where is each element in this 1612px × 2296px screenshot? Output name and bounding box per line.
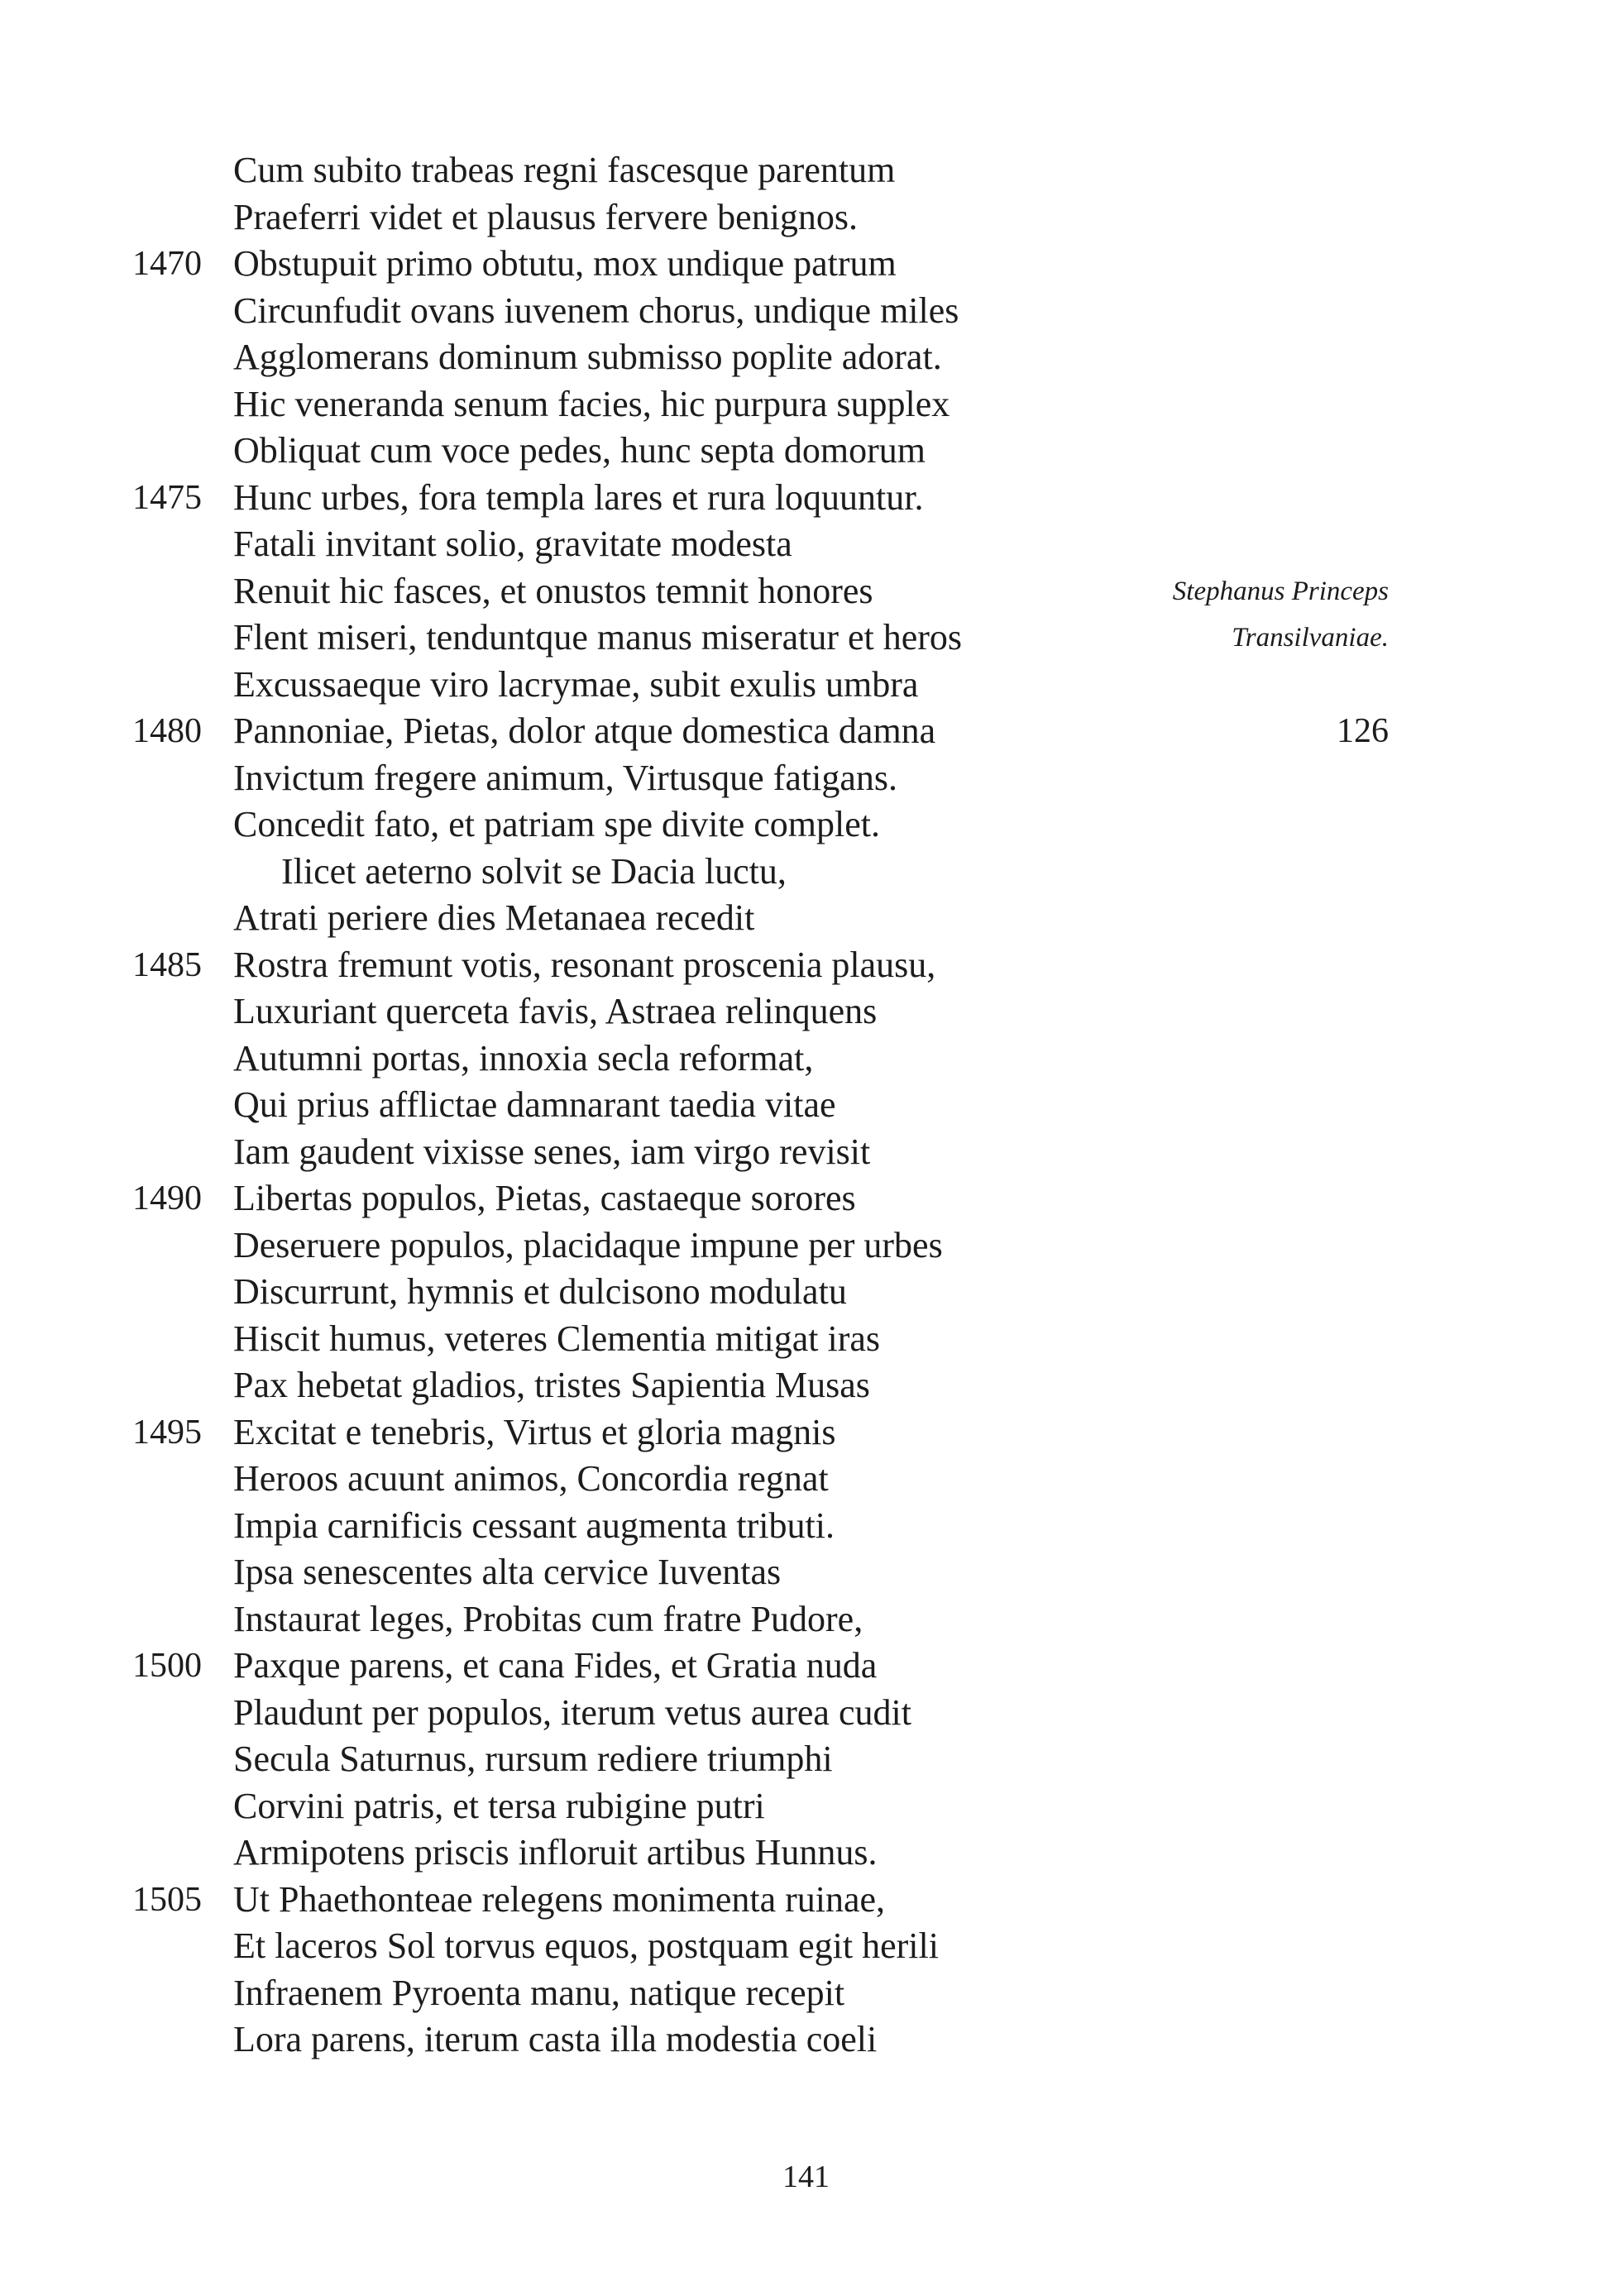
- verse-line: [0, 1456, 1612, 1503]
- verse-line: [0, 1129, 1612, 1176]
- line-number: 1495: [132, 1413, 202, 1452]
- verse-text: Rostra fremunt votis, resonant proscenia plausu,: [233, 944, 936, 985]
- verse-text: Autumni portas, innoxia secla reformat,: [233, 1037, 814, 1079]
- verse-text: Ilicet aeterno solvit se Dacia luctu,: [281, 850, 787, 892]
- verse-text: Secula Saturnus, rursum rediere triumphi: [233, 1739, 833, 1779]
- verse-line: [0, 1643, 1612, 1690]
- verse-text: Iam gaudent vixisse senes, iam virgo revisit: [233, 1131, 871, 1172]
- verse-text: Et laceros Sol torvus equos, postquam egit herili: [233, 1925, 939, 1966]
- margin-section-number: 126: [1337, 712, 1389, 750]
- verse-text: Heroos acuunt animos, Concordia regnat: [233, 1458, 829, 1499]
- verse-text: Impia carnificis cessant augmenta tributi.: [233, 1504, 835, 1546]
- verse-line: [0, 755, 1612, 802]
- verse-text: Renuit hic fasces, et onustos temnit honores: [233, 570, 873, 611]
- verse-text: Ipsa senescentes alta cervice Iuventas: [233, 1552, 782, 1592]
- line-number: 1480: [132, 712, 202, 750]
- verse-line: [0, 1503, 1612, 1550]
- verse-line: [0, 475, 1612, 522]
- verse-text: Qui prius afflictae damnarant taedia vitae: [233, 1084, 836, 1125]
- verse-line: [0, 1036, 1612, 1083]
- verse-text: Obstupuit primo obtutu, mox undique patrum: [233, 243, 897, 284]
- verse-text: Lora parens, iterum casta illa modestia coeli: [233, 2019, 878, 2059]
- verse-text: Armipotens priscis infloruit artibus Hunnus.: [233, 1832, 878, 1873]
- verse-text: Infraenem Pyroenta manu, natique recepit: [233, 1972, 845, 2013]
- verse-text: Hic veneranda senum facies, hic purpura supplex: [233, 383, 950, 424]
- verse-text: Praeferri videt et plausus fervere benignos.: [233, 196, 859, 237]
- verse-line: [0, 241, 1612, 288]
- verse-line: [0, 942, 1612, 989]
- verse-line: [0, 1082, 1612, 1129]
- verse-line: [0, 1316, 1612, 1363]
- verse-line: [0, 1409, 1612, 1457]
- verse-text: Excussaeque viro lacrymae, subit exulis umbra: [233, 663, 919, 705]
- verse-line: [0, 1596, 1612, 1643]
- verse-line: [0, 2016, 1612, 2064]
- margin-note-line-2: Transilvaniae.: [1232, 623, 1389, 653]
- verse-text: Instaurat leges, Probitas cum fratre Pudore,: [233, 1598, 863, 1639]
- verse-line: [0, 1690, 1612, 1737]
- verse-text: Pannoniae, Pietas, dolor atque domestica damna: [233, 710, 936, 751]
- verse-line: [0, 895, 1612, 942]
- verse-text: Cum subito trabeas regni fascesque parentum: [233, 150, 896, 190]
- line-number: 1475: [132, 478, 202, 517]
- verse-text: Agglomerans dominum submisso poplite adorat.: [233, 337, 942, 377]
- verse-text: Paxque parens, et cana Fides, et Gratia nuda: [233, 1645, 878, 1686]
- verse-line: [0, 849, 1612, 896]
- verse-line: [0, 1877, 1612, 1924]
- verse-line: [0, 1970, 1612, 2017]
- verse-line: [0, 147, 1612, 194]
- verse-text: Discurrunt, hymnis et dulcisono modulatu: [233, 1271, 847, 1312]
- verse-line: [0, 1830, 1612, 1877]
- verse-text: Deseruere populos, placidaque impune per urbes: [233, 1224, 943, 1265]
- line-number: 1485: [132, 945, 202, 984]
- verse-line: [0, 1549, 1612, 1596]
- page-number: 141: [782, 2160, 830, 2194]
- verse-line: [0, 1923, 1612, 1970]
- verse-line: [0, 988, 1612, 1036]
- verse-text: Hiscit humus, veteres Clementia mitigat iras: [233, 1318, 881, 1359]
- verse-text: Corvini patris, et tersa rubigine putri: [233, 1785, 765, 1826]
- verse-line: [0, 381, 1612, 428]
- line-number: 1490: [132, 1179, 202, 1217]
- verse-text: Pax hebetat gladios, tristes Sapientia Musas: [233, 1365, 870, 1405]
- verse-text: Libertas populos, Pietas, castaeque sorores: [233, 1178, 856, 1218]
- verse-line: [0, 194, 1612, 242]
- verse-line: [0, 521, 1612, 568]
- line-number: 1505: [132, 1880, 202, 1919]
- margin-note-line-1: Stephanus Princeps: [1172, 576, 1389, 606]
- verse-block: [0, 147, 1612, 2064]
- verse-line: [0, 334, 1612, 381]
- verse-line: [0, 1362, 1612, 1409]
- verse-line: [0, 428, 1612, 475]
- verse-text: Invictum fregere animum, Virtusque fatigans.: [233, 757, 897, 798]
- verse-text: Obliquat cum voce pedes, hunc septa domorum: [233, 430, 926, 471]
- verse-line: [0, 1222, 1612, 1270]
- verse-line: [0, 1175, 1612, 1222]
- verse-line: [0, 662, 1612, 709]
- verse-text: Concedit fato, et patriam spe divite complet.: [233, 804, 880, 844]
- verse-text: Hunc urbes, fora templa lares et rura loquuntur.: [233, 476, 924, 518]
- line-number: 1470: [132, 245, 202, 283]
- verse-line: [0, 1783, 1612, 1830]
- verse-text: Circunfudit ovans iuvenem chorus, undique miles: [233, 289, 959, 331]
- verse-text: Atrati periere dies Metanaea recedit: [233, 897, 755, 938]
- verse-text: Fatali invitant solio, gravitate modesta: [233, 524, 792, 564]
- verse-line: [0, 288, 1612, 335]
- verse-text: Flent miseri, tenduntque manus miseratur et heros: [233, 617, 963, 658]
- verse-line: [0, 801, 1612, 849]
- verse-text: Plaudunt per populos, iterum vetus aurea cudit: [233, 1691, 911, 1733]
- verse-text: Luxuriant querceta favis, Astraea relinquens: [233, 991, 878, 1031]
- verse-text: Ut Phaethonteae relegens monimenta ruinae,: [233, 1878, 886, 1920]
- verse-line: [0, 1269, 1612, 1316]
- verse-line: [0, 1736, 1612, 1783]
- line-number: 1500: [132, 1647, 202, 1685]
- verse-text: Excitat e tenebris, Virtus et gloria magnis: [233, 1411, 836, 1452]
